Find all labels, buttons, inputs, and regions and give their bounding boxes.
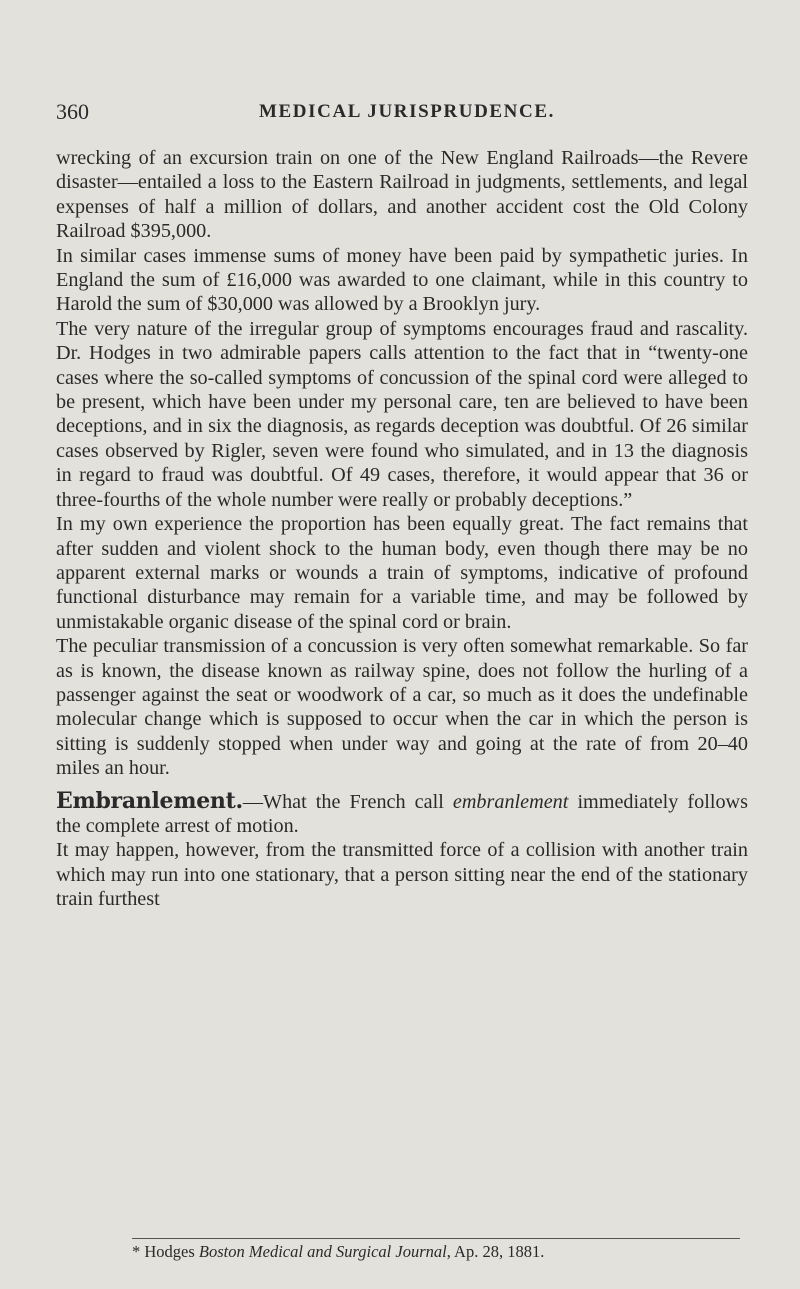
paragraph-1: wrecking of an excursion train on one of the New England Railroads—the Revere disaster—entailed a loss to the Eastern Railroad in judgments, settlements, and legal expenses of half a million of dollars, and another accident cost the Old Colony Railroad $395,000.	[56, 147, 748, 243]
footnote-date: , Ap. 28, 1881.	[446, 1242, 545, 1261]
section-lead-text: —What the French call	[242, 790, 453, 813]
footnote-journal: Boston Medical and Surgical Journal	[198, 1242, 447, 1261]
footnote	[132, 1241, 752, 1263]
section-paragraph	[56, 789, 748, 839]
paragraph-3: The very nature of the irregular group of symptoms encourages fraud and rascality. Dr. Hodges in two admirable papers calls attention to the fact that in “twenty-one cases where the so-called symptoms of concussion of the spinal cord were alleged to be present, which have been under my personal care, ten are believed to have been deceptions, and in six the diagnosis, as regards deception was doubtful. Of 26 similar cases observed by Rigler, seven were found who simulated, and in 13 the diagnosis in regard to fraud was doubtful. Of 49 cases, therefore, it would appear that 36 or three-fourths of the whole number were really or probably deceptions.”	[56, 317, 748, 511]
footnote-marker: *	[132, 1242, 145, 1261]
section-rest-text: immediately follows the complete arrest of motion.	[56, 790, 748, 837]
section-heading: Embranlement.	[56, 787, 243, 814]
page-header	[56, 98, 756, 126]
paragraph-6: It may happen, however, from the transmitted force of a collision with another train which may run into one stationary, that a person sitting near the end of the stationary train furthest	[56, 839, 748, 911]
paragraph-4: In my own experience the proportion has been equally great. The fact remains that after sudden and violent shock to the human body, even though there may be no apparent external marks or wounds a train of symptoms, indicative of profound functional disturbance may remain for a variable time, and may be followed by unmistakable organic disease of the spinal cord or brain.	[56, 513, 748, 633]
paragraph-2: In similar cases immense sums of money have been paid by sympathetic juries. In England the sum of £16,000 was awarded to one claimant, while in this country to Harold the sum of $30,000 was allowed by a Brooklyn jury.	[56, 244, 748, 316]
section-italic-term: embranlement	[452, 790, 569, 813]
footnote-divider	[132, 1238, 740, 1239]
footnote-author: Hodges	[144, 1242, 199, 1261]
running-title: MEDICAL JURISPRUDENCE.	[259, 101, 555, 122]
paragraph-5: The peculiar transmission of a concussion is very often somewhat remarkable. So far as is known, the disease known as railway spine, does not follow the hurling of a passenger against the seat or woodwork of a car, so much as it does the undefinable molecular change which is supposed to occur when the car in which the person is sitting is suddenly stopped when under way and going at the rate of from 20–40 miles an hour.	[56, 635, 748, 780]
body-text	[56, 146, 748, 912]
page-number: 360	[56, 99, 89, 124]
